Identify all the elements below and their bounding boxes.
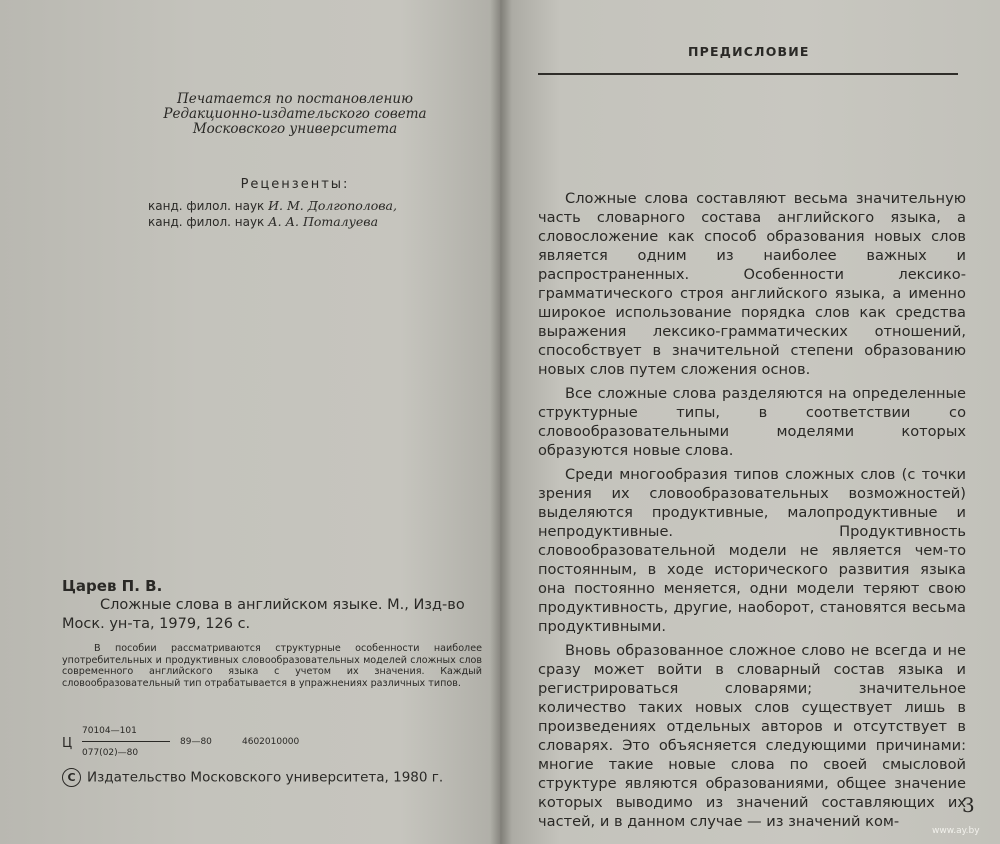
catalog-letter: Ц — [62, 736, 73, 751]
reviewer-title: канд. филол. наук — [148, 199, 265, 213]
catalog-code: 4602010000 — [242, 737, 300, 747]
copyright-text: Издательство Московского университета, 1980 г. — [87, 769, 444, 786]
imprint-note — [150, 92, 440, 137]
reviewer-name: И. М. Долгополова, — [268, 198, 397, 213]
bibliographic-record: Сложные слова в английском языке. М., Изд-во Моск. ун-та, 1979, 126 с. — [62, 597, 465, 632]
paragraph: Сложные слова составляют весьма значительную часть словарного состава английского языка, а словосложение как способ образования новых слов является одним из наиболее важных и распространенных. Особенности лексико-грамматического строя английского языка, а именно широкое использование порядка слов как средства выражения лексико-грамматических отношений, способствует в значительной степени образованию новых слов путем сложения основ. — [538, 190, 966, 378]
catalog-middle: 89—80 — [180, 737, 212, 747]
page-number: 3 — [962, 793, 975, 817]
imprint-line: Редакционно-издательского совета — [163, 106, 427, 122]
book-gutter — [490, 0, 512, 844]
reviewer-line — [148, 198, 468, 214]
imprint-line: Печатается по постановлению — [177, 91, 413, 107]
paragraph: Вновь образованное сложное слово не всегда и не сразу может войти в словарный состав языка и регистрироваться словарями; значительное количество таких новых слов существует лишь в произведениях отдельных авторов и отсутствует в словарях. Это объясняется следующими причинами: многие такие новые слова по своей смысловой структуре являются образованиями, общее значение которых выводимо из значений составляющих их частей, и в данном случае — из значений ком- — [538, 642, 966, 830]
fraction-line — [82, 741, 170, 742]
reviewer-name: А. А. Поталуева — [268, 214, 379, 229]
paragraph: Среди многообразия типов сложных слов (с точки зрения их словообразовательных возможностей) выделяются продуктивные, малопродуктивные и непродуктивные. Продуктивность словообразовательной модели не является чем-то постоянным, в ходе исторического развития языка она постоянно меняется, одни модели теряют свою продуктивность, другие, наоборот, становятся весьма продуктивными. — [538, 466, 966, 635]
preface-body — [538, 189, 966, 836]
book-abstract: В пособии рассматриваются структурные особенности наиболее употребительных и продуктивных словообразовательных моделей сложных слов современного английского языка с учетом их значения. Каждый словообразовательный тип отрабатывается в упражнениях различных типов. — [62, 643, 482, 689]
catalog-denominator: 077(02)—80 — [82, 748, 139, 758]
author-name: Царев П. В. — [62, 577, 163, 595]
watermark: www.ay.by — [932, 826, 980, 836]
copyright-line — [62, 768, 482, 787]
section-heading: ПРЕДИСЛОВИЕ — [688, 44, 810, 59]
copyright-icon: C — [62, 768, 81, 787]
catalog-codes — [62, 724, 362, 764]
catalog-numerator: 70104—101 — [82, 726, 137, 736]
reviewers-list — [148, 198, 468, 230]
imprint-line: Московского университета — [192, 121, 398, 137]
reviewers-heading: Рецензенты: — [240, 177, 350, 192]
heading-rule — [538, 73, 958, 75]
reviewer-title: канд. филол. наук — [148, 215, 265, 229]
reviewer-line — [148, 214, 468, 230]
paragraph: Все сложные слова разделяются на определенные структурные типы, в соответствии со словообразовательными моделями которых образуются новые слова. — [538, 385, 966, 459]
